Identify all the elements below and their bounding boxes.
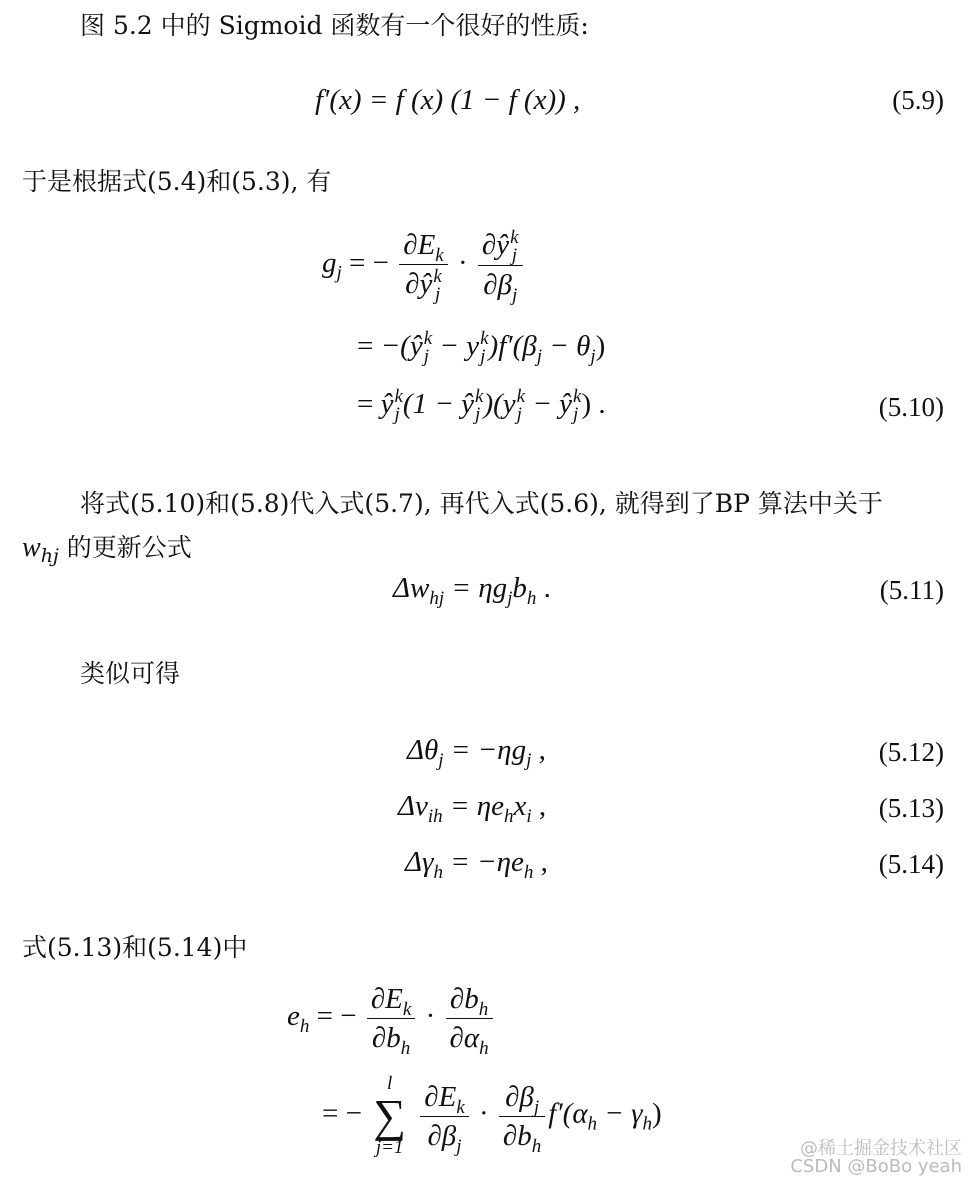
equation-5-10-row3: = ŷ k j (1 − ŷ k j )(y k j − ŷ k j ) . — [357, 386, 606, 426]
equation-number: (5.9) — [892, 85, 944, 115]
equation-number: (5.10) — [878, 392, 944, 422]
text-line: 于是根据式(5.4)和(5.3), 有 — [22, 167, 332, 196]
equation-number: (5.11) — [879, 575, 944, 605]
equation-5-14: $\Delta\gamma_h = -\eta e_h$ , — [405, 846, 548, 883]
equation-5-9: f′(x) = f (x) (1 − f (x)) , — [315, 84, 581, 116]
equation-number: (5.12) — [878, 737, 944, 767]
equation-5-11: $\Delta w_{hj} = \eta g_jb_h$ . — [393, 572, 551, 609]
equation-5-12: $\Delta\theta_j = -\eta g_j$ , — [407, 734, 546, 771]
equation-5-13: $\Delta v_{ih} = \eta e_hx_i$ , — [398, 790, 547, 827]
equation-5-10-row1: $g_j$ = − $\partial E_k$ ∂ŷ k j · ∂ŷ k j $\partial\beta_j$ — [322, 226, 526, 304]
paragraph-line1: 将式(5.10)和(5.8)代入式(5.7), 再代入式(5.6), 就得到了BP 算法中关于 — [80, 489, 883, 518]
watermark-juejin: @稀土掘金技术社区 — [800, 1138, 962, 1159]
equation-5-10-row2: = −(ŷ k j − y k j )$f'(\beta_j - \theta_j)$ — [357, 328, 606, 368]
text-line: 类似可得 — [80, 659, 181, 688]
equation-eh-row2: = − l ∑ j=1 $\frac{\partial E_k}{\partial\beta_j}$ · $\frac{\partial\beta_j}{\partial b_h}$ $f'(\alpha_h - \gamma_h)$ — [322, 1073, 662, 1158]
equation-eh-row1: $e_h$ = − $\frac{\partial E_k}{\partial b_h}$ · $\frac{\partial b_h}{\partial\alpha_h}$ — [287, 980, 496, 1057]
equation-number: (5.13) — [878, 793, 944, 823]
watermark-csdn: CSDN @BoBo yeah — [790, 1156, 962, 1177]
intro-text: 图 5.2 中的 Sigmoid 函数有一个很好的性质: — [80, 11, 589, 40]
equation-number: (5.14) — [878, 849, 944, 879]
text-line: 式(5.13)和(5.14)中 — [22, 933, 248, 962]
paragraph-line2: $w_{hj}$ 的更新公式 — [22, 532, 192, 567]
